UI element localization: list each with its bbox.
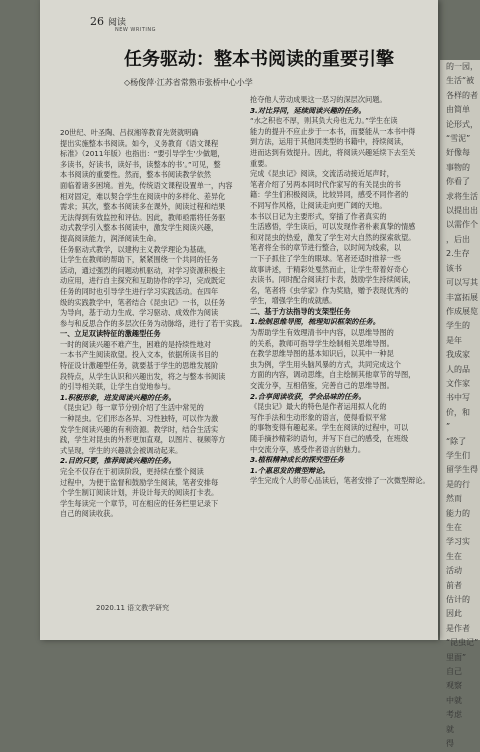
right-column — [250, 95, 430, 487]
text-line: 去读书。同时配合阅读打卡表，鼓励学生持续阅读， — [250, 275, 416, 285]
facing-page-line: 事物的 — [446, 162, 470, 172]
text-line: 提出实施整本书阅读。如今，义务教育《语文课程 — [60, 138, 219, 148]
facing-page-line: 该书 — [446, 263, 462, 273]
facing-page-line: 可以写其 — [446, 278, 478, 288]
facing-page-line: 你看了 — [446, 177, 470, 187]
text-line: 中交流分享，感受作者语言的魅力。 — [250, 444, 366, 454]
text-line: 1.绘制思维导图，梳理知识框架的任务。 — [250, 317, 380, 327]
text-line: 学生，增强学生的成就感。 — [250, 296, 337, 306]
facing-page — [440, 60, 480, 749]
text-line: 任务驱动式教学，以建构主义教学理论为基础， — [60, 244, 211, 254]
facing-page-line: 各样的者 — [446, 90, 478, 100]
book-page — [40, 0, 438, 640]
facing-page-line: 丰富拓展 — [446, 292, 478, 302]
footer-issue: 2020.11 语文教学研究 — [96, 604, 170, 612]
text-line: 学生每读完一个章节，可在相应的任务栏里记录下 — [60, 498, 219, 508]
section-name: 阅读 — [108, 18, 127, 28]
text-line: 《昆虫记》最大的特色是作者运用拟人化的 — [250, 402, 387, 412]
text-line: 让学生在教师的帮助下，紧紧围绕一个共同的任务 — [60, 255, 219, 265]
text-line: 能力的提升不应止步于一本书，而要能从一本书中得 — [250, 126, 416, 136]
facing-page-line: “昆虫记” — [446, 638, 479, 648]
facing-page-line: 好像每 — [446, 148, 470, 158]
facing-page-line: 2.生存 — [446, 249, 470, 259]
left-column — [60, 128, 247, 520]
text-line: 交流分享，互相借鉴，完善自己的思维导图。 — [250, 381, 394, 391]
text-line: 2.目的只要，推荐阅读兴趣的任务。 — [60, 456, 176, 466]
facing-page-line: 以需作个 — [446, 220, 478, 230]
facing-page-line: 考虑 — [446, 710, 462, 720]
text-line: 的关系，教师可指导学生绘制相关思维导图。 — [250, 338, 394, 348]
facing-page-line: 学生的 — [446, 321, 470, 331]
text-line: 为帮助学生有效理清书中内容，以思维导图的 — [250, 328, 394, 338]
text-line: 提高阅读能力，润泽阅读生命。 — [60, 233, 161, 243]
facing-page-line: 估计的 — [446, 595, 470, 605]
text-line: 二、基于方法指导的支架型任务 — [250, 306, 351, 316]
text-line: 一下子抓住了学生的眼球。笔者还适时推荐一些 — [250, 253, 401, 263]
facing-page-line: 论形式， — [446, 119, 478, 129]
text-line: 段特点，从学生认识和兴趣出发，将之与整本书阅读 — [60, 371, 226, 381]
facing-page-line: 的一园， — [446, 62, 478, 71]
facing-page-line: 是作者 — [446, 623, 470, 633]
facing-page-line: ” — [446, 422, 451, 432]
facing-page-line: 作成展览 — [446, 306, 478, 316]
text-line: 参与和反思合作的多层次任务为动脉络，进行了若干实践。 — [60, 318, 247, 328]
text-line: 2.合享阅读收获，学会品味的任务。 — [250, 391, 366, 401]
text-line: 进而达到有效提升。因此，将阅读兴趣延续下去至关 — [250, 147, 416, 157]
text-line: 动应用，进行自主探究和互助协作的学习，完成既定 — [60, 276, 226, 286]
text-line: 践，学生对昆虫的外形更加直观，以图片、视频等方 — [60, 435, 226, 445]
text-line: 标准》（2011年版）也指出：“要引导学生‘少做题， — [60, 149, 225, 159]
facing-page-line: 求将生活 — [446, 191, 478, 201]
text-line: 为导向，基于动力生成、学习驱动、成效作为阅读 — [60, 308, 219, 318]
facing-page-line: 能力的 — [446, 508, 470, 518]
text-line: 生活感悟，学生读后，可以发现作者朴素真挚的情感 — [250, 222, 416, 232]
text-line: 活动，通过强烈的问题动机驱动，对学习资源积极主 — [60, 265, 226, 275]
facing-page-line: 我成家 — [446, 350, 470, 360]
facing-page-line: 里面” — [446, 652, 467, 662]
text-line: 式呈现，学生的兴趣就会被调动起来。 — [60, 445, 183, 455]
facing-page-line: ，后出 — [446, 234, 470, 244]
text-line: 任务的同时也引导学生进行学习实践活动。在四年 — [60, 286, 219, 296]
facing-page-line: “雪泥” — [446, 134, 471, 144]
text-line: 3.植根精神成长的探究型任务 — [250, 455, 344, 465]
text-line: 完全不仅存在于初读阶段，更持续在整个阅读 — [60, 467, 204, 476]
text-line: 方面的内容，调动思维，自主绘制其他章节的导图， — [250, 370, 416, 380]
facing-page-line: 价，和 — [446, 407, 470, 417]
facing-page-line: 由简单 — [446, 105, 470, 115]
text-line: 完成《昆虫记》阅读，交流活动接近尾声时， — [250, 169, 394, 179]
text-line: 面临着诸多困境。首先，传统语文课程设置单一，内容 — [60, 180, 233, 190]
text-line: 相对固定，难以契合学生在阅读中的多样化、差异化 — [60, 191, 226, 201]
text-line: 笔者介绍了另两本同时代作家写的有关昆虫的书 — [250, 179, 401, 189]
text-line: 在教学思维导图的基本知识后，以其中一种昆 — [250, 349, 394, 359]
facing-page-line: 留学生得 — [446, 465, 478, 475]
text-line: 需求；其次，整本书阅读多在课外，阅读过程和结果 — [60, 202, 226, 212]
text-line: 写作手法和生动形象的语言，使得看似平常 — [250, 412, 387, 422]
text-line: 3.对比异同，延续阅读兴趣的任务。 — [250, 105, 366, 115]
facing-page-line: 学习实 — [446, 537, 470, 547]
article-title: 任务驱动：整本书阅读的重要引擎 — [124, 49, 394, 70]
facing-page-line: 生在 — [446, 551, 462, 561]
facing-page-line: 生活“被 — [446, 76, 475, 86]
facing-page-line: 活动 — [446, 566, 462, 576]
text-line: 的事物变得有趣起来。学生在阅读的过程中，可以 — [250, 423, 409, 433]
text-line: 不同写作风格，让阅读走向更广阔的天地。 — [250, 200, 387, 210]
facing-page-line: 书中写 — [446, 393, 470, 403]
text-line: 抢夺他人劳动成果这一恶习的深层次问题。 — [250, 95, 387, 104]
facing-page-line: 前者 — [446, 580, 462, 590]
text-line: 《昆虫记》每一章节分别介绍了生活中常见的 — [60, 403, 204, 413]
text-line: 到方法，运用于其他同类型的书籍中，持续阅读， — [250, 137, 409, 147]
text-line: 籍：学生们积极阅读，比较异同，感受不同作者的 — [250, 190, 409, 200]
facing-page-line: 自己 — [446, 667, 462, 677]
text-line: 个学生制订阅读计划，并设计每天的阅读打卡表。 — [60, 488, 219, 498]
facing-page-line: 观察 — [446, 681, 462, 691]
text-line: 级的实践教学中，笔者结合《昆虫记》一书，以任务 — [60, 297, 226, 307]
text-line: 无法得到有效监控和评估。因此，教师亟需将任务驱 — [60, 212, 226, 222]
facing-page-line: 文作家 — [446, 378, 470, 388]
text-line: 1.积极形象，进发阅读兴趣的任务。 — [60, 392, 176, 402]
text-line: 一时的阅读兴趣不难产生，困难的是持续性地对 — [60, 339, 211, 349]
text-line: 故事讲述，于精彩处戛然而止，让学生带着好奇心 — [250, 264, 409, 274]
text-line: 自己的阅读收获。 — [60, 509, 118, 519]
text-line: 一本书产生阅读欲望。投入文本，依据所读书目的 — [60, 350, 219, 360]
facing-page-line: 生在 — [446, 523, 462, 532]
facing-page-line: 中就 — [446, 695, 462, 705]
text-line: 发学生阅读兴趣的有利资源。教学时，结合生活实 — [60, 424, 219, 434]
facing-page-line: 是年 — [446, 335, 462, 345]
facing-page-line: 就 — [446, 724, 454, 734]
facing-page-line: 人的品 — [446, 364, 470, 374]
facing-page-line: 然而 — [446, 494, 462, 504]
text-line: 和对昆虫的热爱，激发了学生对大自然的探索欲望。 — [250, 232, 416, 242]
facing-page-line: 得 — [446, 739, 454, 749]
text-line: 动式教学引入整本书阅读中，激发学生阅读兴趣， — [60, 223, 219, 233]
text-line: 笔者将全书的章节进行整合，以时间为线索，以 — [250, 243, 401, 253]
text-line: 名，笔者将《虫学家》作为奖励，赠予表现优秀的 — [250, 285, 409, 295]
facing-page-line: 以提出出 — [446, 206, 478, 216]
text-line: “水之积也不厚，则其负大舟也无力。”学生在读 — [250, 116, 398, 126]
text-line: 学生完成个人的带心品读后，笔者安排了一次微型辩论。 — [250, 476, 430, 486]
facing-page-line: 学生们 — [446, 450, 470, 460]
text-line: 特征设计激趣型任务，就要基于学生的思维发展阶 — [60, 361, 219, 371]
text-line: 随手摘抄精彩的语句，并写下自己的感受，在班级 — [250, 434, 409, 443]
text-line: 本书阅读的重要性。然而，整本书阅读教学依然 — [60, 170, 211, 180]
facing-page-line: 是的行 — [446, 479, 470, 489]
text-line: 的引导相关联，让学生自觉地参与。 — [60, 382, 176, 392]
article-author: ◇杨俊萍·江苏省常熟市张桥中心小学 — [124, 78, 253, 87]
text-line: 一种昆虫。它们形态各异、习性独特，可以作为激 — [60, 414, 219, 424]
text-line: 虫为例，学生用头脑风暴的方式，共同完成这个 — [250, 359, 401, 369]
text-line: 重要。 — [250, 158, 272, 168]
section-subtitle: NEW WRITING — [115, 27, 156, 33]
text-line: 多读书，好读书，读好书，读整本的书’。”可见，整 — [60, 159, 221, 169]
page-number: 26 — [90, 15, 104, 28]
text-line: 过程中，为便于监督和鼓励学生阅读，笔者安排每 — [60, 477, 219, 487]
facing-page-line: 因此 — [446, 609, 462, 619]
text-line: 20世纪、叶圣陶、吕叔湘等教育先贤就明确 — [60, 128, 199, 137]
text-line: 1.个惠思发的微型辩论。 — [250, 465, 330, 475]
text-line: 一、立足双读特征的激趣型任务 — [60, 329, 161, 339]
text-line: 本书以日记为主要形式，穿插了作者真实的 — [250, 211, 387, 221]
facing-page-line: “除了 — [446, 436, 467, 446]
